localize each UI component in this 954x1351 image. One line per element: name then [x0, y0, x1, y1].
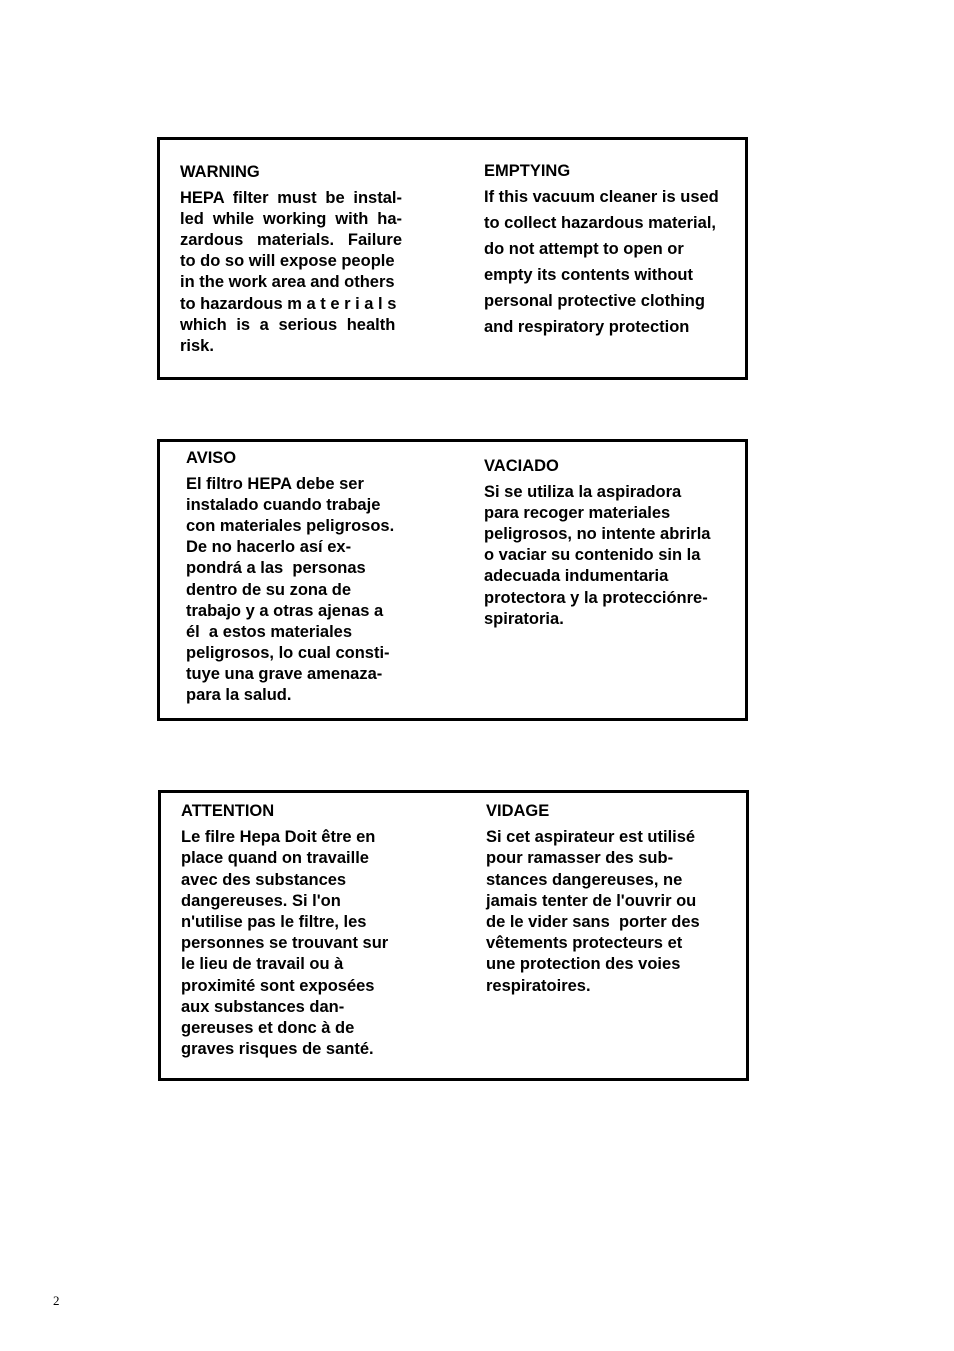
text-line: personnes se trouvant sur — [181, 934, 389, 953]
vaciado-text — [484, 482, 732, 630]
text-line: peligrosos, lo cual consti- — [186, 643, 390, 662]
text-line: Si cet aspirateur est utilisé — [486, 828, 696, 847]
text-line: respiratoires. — [486, 976, 591, 995]
text-line: le lieu de travail ou à — [181, 955, 344, 974]
text-line: o vaciar su contenido sin la — [484, 546, 701, 565]
text-line: tuye una grave amenaza- — [186, 664, 383, 683]
text-line: pour ramasser des sub- — [486, 849, 674, 868]
emptying-section — [484, 158, 739, 340]
text-line: para recoger materiales — [484, 504, 671, 523]
text-line: de le vider sans porter des — [486, 913, 700, 932]
text-line: to collect hazardous material, — [484, 214, 716, 232]
text-line: proximité sont exposées — [181, 976, 375, 995]
vidage-section — [486, 801, 726, 997]
text-line: stances dangereuses, ne — [486, 870, 683, 889]
text-line: to hazardous m a t e r i a l s — [180, 294, 397, 313]
text-line: dentro de su zona de — [186, 580, 352, 599]
text-line: adecuada indumentaria — [484, 567, 669, 586]
text-line: jamais tenter de l'ouvrir ou — [486, 891, 697, 910]
attention-text — [181, 827, 407, 1060]
text-line: Le filre Hepa Doit être en — [181, 828, 376, 847]
text-line: peligrosos, no intente abrirla — [484, 525, 711, 544]
text-line: pondrá a las personas — [186, 559, 366, 578]
text-line: to do so will expose people — [180, 252, 395, 271]
text-line: El filtro HEPA debe ser — [186, 475, 364, 494]
text-line: para la salud. — [186, 686, 292, 705]
text-line: HEPA filter must be instal- — [180, 189, 402, 208]
text-line: in the work area and others — [180, 273, 395, 292]
text-line: n'utilise pas le filtre, les — [181, 913, 367, 932]
text-line: empty its contents without — [484, 266, 694, 284]
vaciado-heading: VACIADO — [484, 457, 559, 475]
attention-heading: ATTENTION — [181, 802, 275, 820]
vidage-heading: VIDAGE — [486, 802, 550, 820]
page-number: 2 — [53, 1293, 60, 1308]
text-line: If this vacuum cleaner is used — [484, 188, 719, 206]
text-line: risk. — [180, 336, 214, 355]
text-line: zardous materials. Failure — [180, 231, 402, 250]
text-line: gereuses et donc à de — [181, 1019, 355, 1038]
text-line: Si se utiliza la aspiradora — [484, 483, 682, 502]
text-line: which is a serious health — [180, 315, 396, 334]
text-line: spiratoria. — [484, 609, 564, 628]
text-line: place quand on travaille — [181, 849, 369, 868]
warning-heading: WARNING — [180, 163, 260, 181]
warning-section — [180, 162, 402, 357]
text-line: con materiales peligrosos. — [186, 517, 395, 536]
text-line: dangereuses. Si l'on — [181, 891, 341, 910]
text-line: vêtements protecteurs et — [486, 934, 683, 953]
text-line: aux substances dan- — [181, 997, 345, 1016]
aviso-heading: AVISO — [186, 449, 237, 467]
vidage-text — [486, 827, 726, 997]
text-line: trabajo y a otras ajenas a — [186, 601, 384, 620]
warning-text — [180, 188, 402, 357]
aviso-section — [186, 448, 412, 706]
text-line: and respiratory protection — [484, 318, 690, 336]
text-line: él a estos materiales — [186, 622, 353, 641]
vaciado-section — [484, 456, 732, 630]
aviso-text — [186, 474, 412, 706]
text-line: De no hacerlo así ex- — [186, 538, 352, 557]
text-line: do not attempt to open or — [484, 240, 684, 258]
text-line: une protection des voies — [486, 955, 681, 974]
text-line: personal protective clothing — [484, 292, 705, 310]
text-line: led while working with ha- — [180, 210, 402, 229]
emptying-text — [484, 184, 739, 340]
text-line: instalado cuando trabaje — [186, 496, 381, 515]
text-line: graves risques de santé. — [181, 1040, 374, 1059]
text-line: protectora y la protecciónre- — [484, 588, 708, 607]
text-line: avec des substances — [181, 870, 347, 889]
emptying-heading: EMPTYING — [484, 162, 571, 180]
attention-section — [181, 801, 407, 1060]
